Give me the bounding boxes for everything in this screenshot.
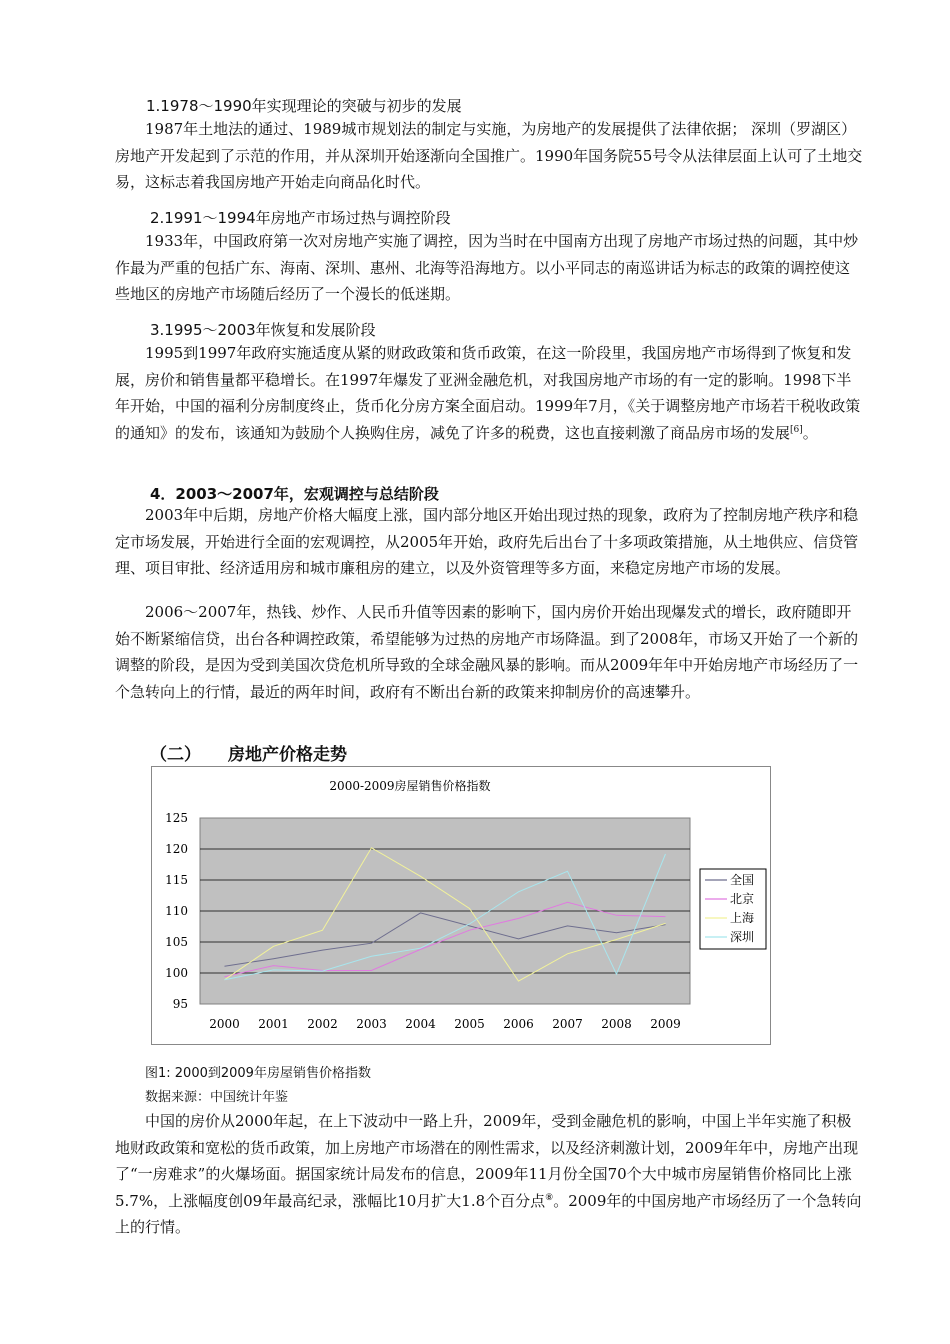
y-tick-label: 95 [172, 997, 188, 1011]
y-tick-label: 105 [165, 935, 188, 949]
section-1-text: 1987年土地法的通过、1989城市规划法的制定与实施，为房地产的发展提供了法律依据； 深圳（罗湖区）房地产开发起到了示范的作用，并从深圳开始逐渐向全国推广。1990年国务院55号令从法律层面上认可了土地交易，这标志着我国房地产开始走向商品化时代。 [115, 120, 863, 191]
x-tick-label: 2009 [650, 1017, 681, 1031]
y-tick-label: 100 [165, 966, 188, 980]
x-tick-label: 2007 [552, 1017, 583, 1031]
x-tick-label: 2005 [454, 1017, 485, 1031]
x-tick-label: 2006 [503, 1017, 534, 1031]
x-tick-label: 2004 [405, 1017, 436, 1031]
legend-label: 深圳 [730, 930, 755, 944]
chart-container [151, 766, 771, 1045]
citation-ref: [6] [790, 424, 803, 435]
x-tick-label: 2002 [307, 1017, 338, 1031]
legend-label: 北京 [730, 892, 755, 906]
x-tick-label: 2001 [258, 1017, 289, 1031]
closing-paragraph [115, 1108, 863, 1241]
y-axis-ticks [165, 811, 188, 1011]
price-index-chart [152, 767, 770, 1044]
section-4-paragraph-1 [115, 502, 863, 582]
footnote-mark: ⑧ [545, 1192, 554, 1203]
x-tick-label: 2003 [356, 1017, 387, 1031]
legend-label: 全国 [730, 873, 755, 887]
section-4-paragraph-2 [115, 599, 863, 705]
x-tick-label: 2008 [601, 1017, 632, 1031]
section-4-text-2: 2006～2007年，热钱、炒作、人民币升值等因素的影响下，国内房价开始出现爆发式的增长，政府随即开始不断紧缩信贷，出台各种调控政策，希望能够为过热的房地产市场降温。到了2008年，市场又开始了一个新的调整的阶段，是因为受到美国次贷危机所导致的全球金融风暴的影响。而从2009年年中开始房地产市场经历了一个急转向上的行情，最近的两年时间，政府有不断出台新的政策来抑制房价的高速攀升。 [115, 603, 859, 701]
data-source: 数据来源：中国统计年鉴 [145, 1090, 289, 1105]
section-4-heading: 4．2003～2007年，宏观调控与总结阶段 [150, 485, 439, 503]
section-heading-price-trend [150, 740, 347, 765]
y-tick-label: 110 [165, 904, 188, 918]
section-number: （二） [150, 745, 201, 765]
chart-title: 2000-2009房屋销售价格指数 [329, 779, 491, 793]
x-axis-ticks [209, 1017, 681, 1031]
section-2-heading: 2.1991～1994年房地产市场过热与调控阶段 [150, 209, 451, 227]
section-3-heading: 3.1995～2003年恢复和发展阶段 [150, 321, 376, 339]
legend-label: 上海 [730, 911, 755, 925]
y-tick-label: 125 [165, 811, 188, 825]
section-title: 房地产价格走势 [228, 745, 347, 765]
y-tick-label: 120 [165, 842, 188, 856]
y-tick-label: 115 [165, 873, 188, 887]
section-3-tail: 。 [802, 423, 818, 442]
figure-caption: 图1: 2000到2009年房屋销售价格指数 [145, 1066, 371, 1081]
section-1-heading: 1.1978～1990年实现理论的突破与初步的发展 [146, 97, 462, 115]
x-tick-label: 2000 [209, 1017, 240, 1031]
section-3-paragraph [115, 340, 863, 446]
closing-tail: 。2009年的中国房地产市场经历了一个急转向上的行情。 [115, 1191, 862, 1236]
section-2-text: 1933年，中国政府第一次对房地产实施了调控，因为当时在中国南方出现了房地产市场过热的问题，其中炒作最为严重的包括广东、海南、深圳、惠州、北海等沿海地方。以小平同志的南巡讲话为标志的政策的调控使这些地区的房地产市场随后经历了一个漫长的低迷期。 [115, 232, 859, 303]
section-4-text-1: 2003年中后期，房地产价格大幅度上涨，国内部分地区开始出现过热的现象，政府为了控制房地产秩序和稳定市场发展，开始进行全面的宏观调控，从2005年开始，政府先后出台了十多项政策措施，从土地供应、信贷管理、项目审批、经济适用房和城市廉租房的建立，以及外资管理等多方面，来稳定房地产市场的发展。 [115, 506, 859, 577]
section-3-text: 1995到1997年政府实施适度从紧的财政政策和货币政策，在这一阶段里，我国房地产市场得到了恢复和发展，房价和销售量都平稳增长。在1997年爆发了亚洲金融危机，对我国房地产市场的有一定的影响。1998下半年开始，中国的福利分房制度终止，货币化分房方案全面启动。1999年7月，《关于调整房地产市场若干税收政策的通知》的发布，该通知为鼓励个人换购住房，减免了许多的税费，这也直接刺激了商品房市场的发展 [115, 344, 861, 442]
section-2-paragraph [115, 228, 863, 308]
section-1-paragraph [115, 116, 863, 196]
closing-text: 中国的房价从2000年起，在上下波动中一路上升，2009年，受到金融危机的影响，中国上半年实施了积极地财政政策和宽松的货币政策，加上房地产市场潜在的刚性需求，以及经济刺激计划，2009年年中，房地产出现了“一房难求”的火爆场面。据国家统计局发布的信息，2009年11月份全国70个大中城市房屋销售价格同比上涨5.7%，上涨幅度创09年最高纪录，涨幅比10月扩大1.8个百分点 [115, 1112, 859, 1210]
